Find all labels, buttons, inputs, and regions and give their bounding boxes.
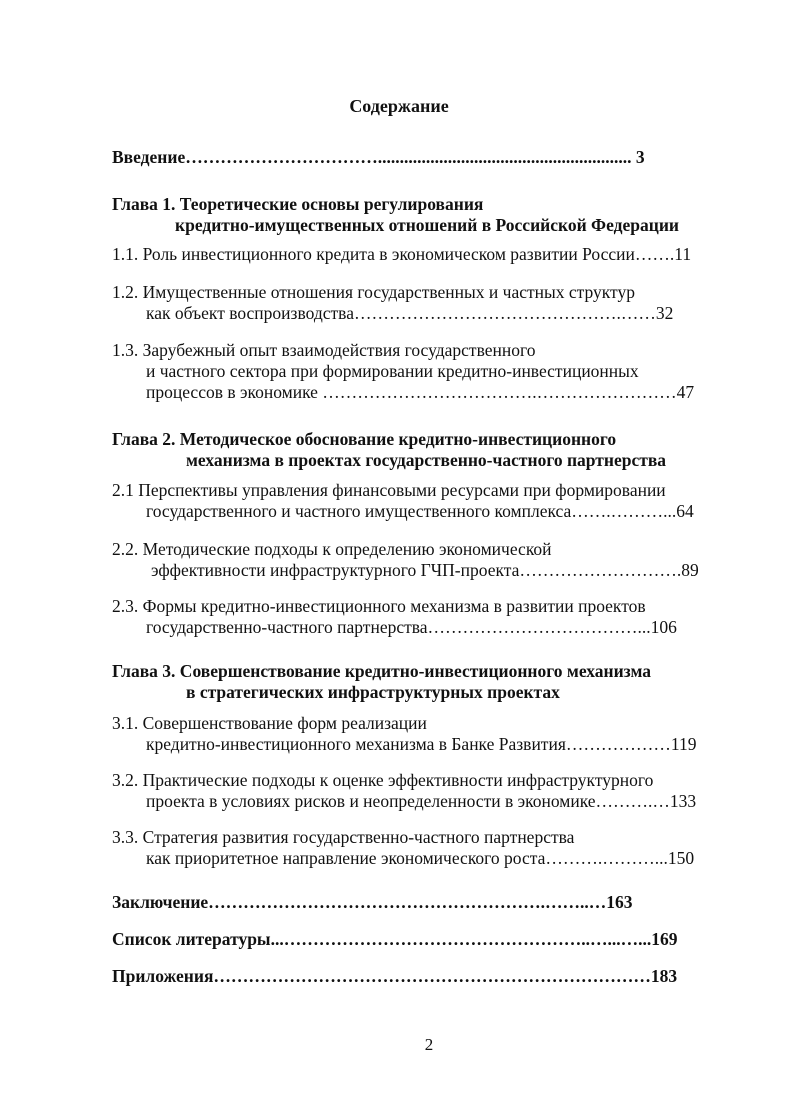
toc-section-2-1-line-1: 2.1 Перспективы управления финансовыми ресурсами при формировании: [112, 480, 666, 500]
toc-section-2-2-line-1: 2.2. Методические подходы к определению экономической: [112, 539, 552, 559]
toc-chapter-3-line-1: Глава 3. Совершенствование кредитно-инвестиционного механизма: [112, 661, 652, 681]
toc-chapter-2-line-1: Глава 2. Методическое обоснование кредитно-инвестиционного: [112, 429, 617, 449]
toc-section-1-2-line-2: как объект воспроизводства……………………………………….……32: [146, 303, 674, 323]
page-title: Содержание: [349, 96, 449, 116]
toc-section-1-3-line-1: 1.3. Зарубежный опыт взаимодействия государственного: [112, 340, 536, 360]
toc-section-3-2-line-1: 3.2. Практические подходы к оценке эффективности инфраструктурного: [112, 770, 654, 790]
page-number: 2: [424, 1035, 434, 1054]
toc-section-3-1-line-2: кредитно-инвестиционного механизма в Банке Развития………………119: [146, 734, 697, 754]
toc-introduction: Введение…………………………….......................................................... 3: [112, 147, 645, 167]
toc-conclusion: Заключение………………………………………………….……..…163: [112, 892, 633, 912]
toc-appendices: Приложения…………………………………………………………………183: [112, 966, 678, 986]
toc-section-2-3-line-2: государственно-частного партнерства………………………………...106: [146, 617, 677, 637]
toc-chapter-1-line-1: Глава 1. Теоретические основы регулирования: [112, 194, 484, 214]
toc-section-1-3-line-3: процессов в экономике ……………………………….……………………47: [146, 382, 695, 402]
toc-section-3-3-line-1: 3.3. Стратегия развития государственно-частного партнерства: [112, 827, 575, 847]
toc-section-2-1-line-2: государственного и частного имущественного комплекса…….………...64: [146, 501, 694, 521]
toc-chapter-2-line-2: механизма в проектах государственно-частного партнерства: [186, 450, 667, 470]
toc-section-3-1-line-1: 3.1. Совершенствование форм реализации: [112, 713, 427, 733]
toc-section-1-3-line-2: и частного сектора при формировании кредитно-инвестиционных: [146, 361, 639, 381]
toc-section-3-3-line-2: как приоритетное направление экономического роста……….………...150: [146, 848, 695, 868]
toc-chapter-1-line-2: кредитно-имущественных отношений в Российской Федерации: [175, 215, 679, 235]
toc-section-1-2-line-1: 1.2. Имущественные отношения государственных и частных структур: [112, 282, 635, 302]
toc-section-1-1: 1.1. Роль инвестиционного кредита в экономическом развитии России…….11: [112, 244, 692, 264]
toc-references: Список литературы...……………………………………………..…...…...169: [112, 929, 678, 949]
toc-section-2-2-line-2: эффективности инфраструктурного ГЧП-проекта……………………….89: [151, 560, 699, 580]
toc-chapter-3-line-2: в стратегических инфраструктурных проектах: [186, 682, 560, 702]
toc-section-2-3-line-1: 2.3. Формы кредитно-инвестиционного механизма в развитии проектов: [112, 596, 646, 616]
toc-section-3-2-line-2: проекта в условиях рисков и неопределенности в экономике……….…133: [146, 791, 697, 811]
